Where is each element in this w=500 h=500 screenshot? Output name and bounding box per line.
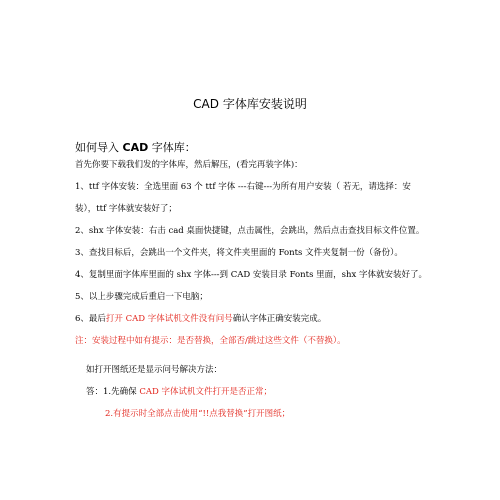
- answer-line-2: [105, 407, 290, 419]
- step-2: 2、shx 字体安装：右击 cad 桌面快捷键，点击属性，会跳出，然后点击查找目标文件位置。: [75, 226, 425, 236]
- answer-label: 答：: [86, 387, 104, 397]
- step-4: 4、复制里面字体库里面的 shx 字体---到 CAD 安装目录 Fonts 里面，shx 字体就安装好了。: [75, 270, 427, 280]
- heading-prefix: 如何导入: [75, 141, 123, 154]
- answer-line-1: [86, 385, 272, 397]
- section-heading: [75, 139, 196, 155]
- step-6-suffix: 确认字体正确安装完成。: [232, 314, 327, 324]
- step-3: 3、查找目标后，会跳出一个文件夹，将文件夹里面的 Fonts 文件夹复制一份（备份）。: [75, 248, 403, 258]
- step-5: 5、以上步骤完成后重启一下电脑；: [75, 292, 208, 302]
- answer-2-prefix: 2.: [105, 409, 114, 419]
- heading-bold: CAD: [122, 141, 149, 154]
- step-6: [75, 308, 435, 330]
- step-1-line-1: 1、ttf 字体安装：全选里面 63 个 ttf 字体 ---右键---为所有用户安装（ 若无，请选择：安: [75, 182, 411, 192]
- heading-suffix: 字体库：: [148, 141, 196, 154]
- step-6-prefix: 6、最后: [75, 314, 106, 324]
- document-title: CAD 字体库安装说明: [193, 97, 307, 111]
- step-1-line-2: 装），ttf 字体就安装好了；: [75, 204, 177, 214]
- answer-1-prefix: 1.先确保: [103, 387, 140, 397]
- answer-1-highlight: CAD 字体试机文件打开是否正常；: [139, 387, 272, 397]
- answer-2-highlight: 有提示时全部点击使用“!!点我替换”打开图纸；: [113, 409, 291, 419]
- note-line: 注：安装过程中如有提示：是否替换，全部否/跳过这些文件（不替换）。: [75, 336, 346, 346]
- intro-paragraph: 首先你要下载我们发的字体库，然后解压，(看完再装字体)：: [75, 160, 303, 170]
- question-line: 如打开图纸还是显示问号解决方法：: [86, 365, 223, 375]
- step-6-highlight: 打开 CAD 字体试机文件没有问号: [105, 314, 233, 324]
